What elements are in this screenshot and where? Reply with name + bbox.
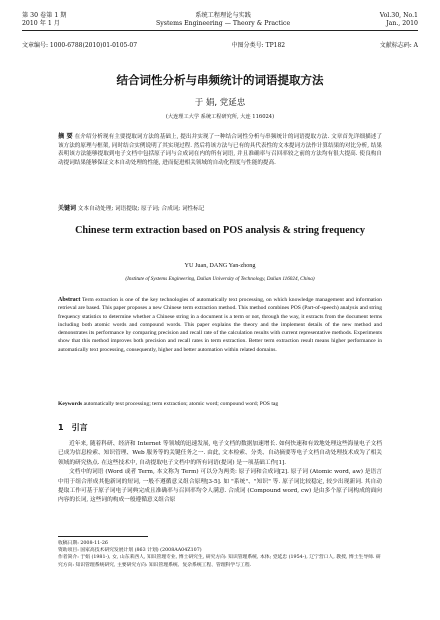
abstract-cn [58,133,382,167]
clc-number: 中图分类号: TP182 [231,42,286,49]
keywords-cn-text: 文本自动处理; 词语提取; 原子词; 合成词; 词性标记 [77,206,205,212]
keywords-cn [58,205,382,213]
footnotes [58,540,382,569]
keywords-en [58,400,382,408]
journal-name-en: Systems Engineering — Theory & Practice [156,20,291,27]
volume-issue: 第 30 卷第 1 期 [22,12,67,19]
abstract-en-label: Abstract [58,297,81,303]
volume-issue-en: Vol.30, No.1 [379,12,418,19]
section-number: 1 [58,423,64,432]
abstract-en [58,296,382,354]
header-divider [22,30,418,31]
issue-date: 2010 年 1 月 [22,20,60,27]
paper-title-en: Chinese term extraction based on POS analysis & string frequency [75,225,365,236]
abstract-cn-label: 摘 要 [58,133,73,140]
authors-cn: 于 娟, 党延忠 [194,98,246,108]
section-title: 引言 [71,423,88,432]
keywords-cn-label: 关键词 [58,205,77,212]
abstract-cn-text: 在介绍分析现有主要提取词方法的基础上, 提出并实现了一种结合词性分析与串频统计的词语提取方法. 文章首先详细描述了该方法的原理与框架, 同时结合实例说明了其实现过程. 然后将该方法与已有的具代表性的文本提词方法作计算结果的对比分析, 结果表明该方法能够提取到电子文档中包括原子词与合成词在内的所有词语, 并且准确率与召回率较之前的方法均有很大提高. 使良构自动提词结果能够保证文本自动处理的性能, 进而促进相关领域的自动化程度与性能的提高. [58,134,383,166]
abstract-en-text: Term extraction is one of the key technologies of automatically text processing, on which knowledge management and information retrieval are based. This paper proposes a new Chinese term extraction method. This method combines POS (Part-of-speech) analysis and string frequency statistics to determine whether a Chinese string in a document is a term or not, through the way, it extracts from the document terms including both atomic words and compound words. This paper explains the theory and the implement details of the new method and demonstrates its performance by comparing precision and recall rate of the calculation results with current representative methods. Experiments show that this method improves both precision and recall rates in term extraction. Better term extraction result means higher performance in automatically text processing, consequently, higher and better automation within related domains. [58,297,382,353]
section-heading [58,422,88,433]
article-meta [22,40,418,49]
body-text [58,440,382,506]
received-date: 收稿日期: 2008-11-26 [58,541,108,546]
funding-note: 资助项目: 国家高技术研究发展计划 (863 计划) (2008AA04Z107) [58,548,202,554]
affiliation-en: (Institute of Systems Engineering, Dalian University of Technology, Dalian 116024, China) [125,276,315,282]
journal-name-cn: 系统工程理论与实践 [195,12,251,19]
author-bio: 作者简介: 于娟 (1981-), 女, 山东莱西人, 知识管理专业, 博士研究生, 研究方向: 知识管理系统, 本体; 党延忠 (1954-), 辽宁营口人, 教授, 博士生导师. 研究方向: 知识管理系统研究, 主要研究方向: 知识管理系统、复杂系统工程、管理科学与工程. [58,555,381,568]
paper-title-cn: 结合词性分析与串频统计的词语提取方法 [116,73,324,87]
journal-header [22,12,418,31]
body-paragraph: 文档中的词语 (Word 或者 Term, 本文称为 Term) 可以分为两类: 原子词和合成词[2]. 原子词 (Atomic word, aw) 是语言中用于组合形成其他新词的短词, 一般不遵循意义组合原理[3-5]. 如 "系统"、"知识" 等. 原子词比较稳定, 较少出现新词. 其自动提取工作可基于原子词电子词典完成且准确率与召回率均令人满意. 合成词 (Compound word, cw) 是由多个原子词构成的面向内容的长词, 这些词的构成一般遵循意义组合原 [58,469,382,504]
keywords-en-text: automatically text processing; term extraction; atomic word; compound word; POS tag [83,401,279,407]
article-number: 文章编号: 1000-6788(2010)01-0105-07 [22,42,138,49]
authors-en: YU Juan, DANG Yan-zhong [184,262,256,269]
footnote-divider [58,536,148,537]
keywords-en-label: Keywords [58,401,83,407]
affiliation-cn: (大连理工大学 系统工程研究所, 大连 116024) [165,114,275,120]
issue-date-en: Jan., 2010 [386,20,418,27]
body-paragraph: 近年来, 随着科研、经济和 Internet 等领域的迅速发展, 电子文档的数据加速增长. 如何快速和有效地处理这些海量电子文档已成为信息检索、知识管理、Web 服务等的关键任务之一. 由此, 文本检索、分类、自动摘要等电子文档自动处理技术成为了相关领域的研究热点. 在这些技术中, 自动提取电子文档中的所有词语(提词) 是一项基础工作[1]. [58,441,382,466]
document-code: 文献标志码: A [379,42,418,49]
